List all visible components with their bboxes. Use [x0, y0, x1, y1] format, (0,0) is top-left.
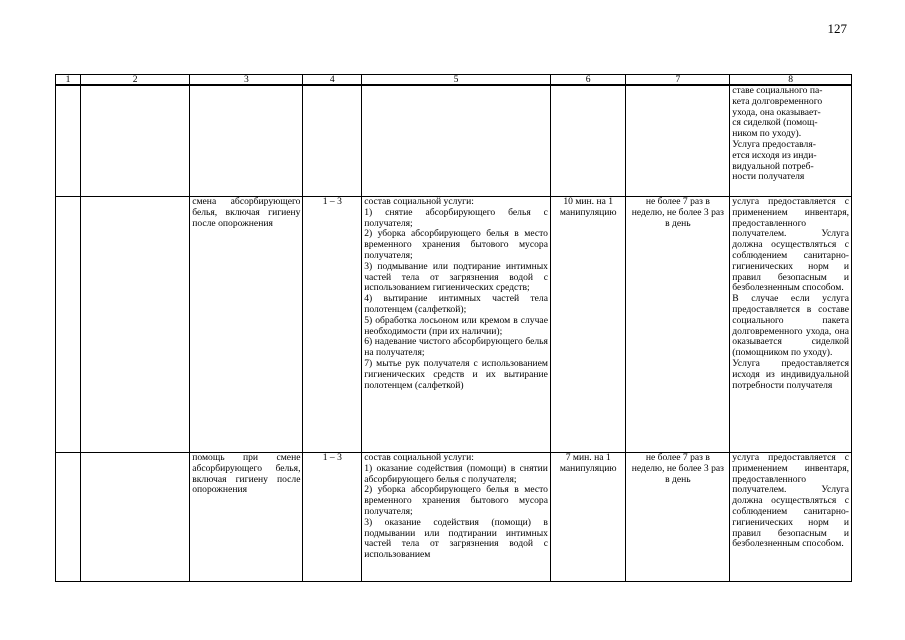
- conditions-paragraph: услуга предоставляется с применением инвентаря, предоставленного получателем. Услуга должна осуществляться с соблюдением санитарно-гигиенических норм и правил безопасным и безболезненным способом.: [732, 452, 849, 550]
- conditions-line: ся сиделкой (помощ-: [732, 117, 818, 129]
- composition-item: 4) вытирание интимных частей тела полотенцем (салфеткой);: [364, 293, 548, 315]
- cell-range: 1 – 3: [303, 453, 362, 582]
- cell-range: 1 – 3: [303, 197, 362, 453]
- cell-frequency: не более 7 раз в неделю, не более 3 раз в день: [626, 197, 730, 453]
- column-number-7: 7: [626, 75, 730, 86]
- cell-conditions: [730, 197, 852, 453]
- cell-col2: [81, 85, 190, 197]
- conditions-paragraph: Услуга предоставляется исходя из индивидуальной потребности получателя: [732, 357, 849, 391]
- composition-item: 3) оказание содействия (помощи) в подмывании или подтирании интимных частей тела от загрязнения водой с использованием: [364, 516, 548, 561]
- cell-conditions: [730, 453, 852, 582]
- cell-conditions: [730, 85, 852, 197]
- cell-col1: [56, 453, 81, 582]
- cell-service-name: [190, 85, 303, 197]
- header-row: [56, 75, 852, 86]
- composition-item: 3) подмывание или подтирание интимных частей тела от загрязнения водой с использованием гигиенических средств;: [364, 260, 548, 294]
- conditions-paragraph: В случае если услуга предоставляется в составе социального пакета долговременного ухода, она оказывается сиделкой (помощником по уходу).: [732, 293, 849, 359]
- column-number-4: 4: [303, 75, 362, 86]
- conditions-line: ется исходя из инди-: [732, 149, 817, 161]
- composition-item: 6) надевание чистого абсорбирующего белья на получателя;: [364, 336, 548, 359]
- table-row: [56, 197, 852, 453]
- column-number-5: 5: [362, 75, 551, 86]
- conditions-paragraph: услуга предоставляется с применением инвентаря, предоставленного получателем. Услуга должна осуществляться с соблюдением санитарно-гигиенических норм и правил безопасным и безболезненным способом.: [732, 196, 849, 294]
- composition-item: 7) мытье рук получателя с использованием гигиенических средств и их вытирание полотенцем (салфеткой): [364, 357, 548, 391]
- cell-frequency: [626, 85, 730, 197]
- composition-item: состав социальной услуги:: [364, 452, 474, 463]
- column-number-3: 3: [190, 75, 303, 86]
- cell-service-name: смена абсорбирующего белья, включая гигиену после опорожнения: [190, 197, 303, 453]
- services-table: [55, 74, 852, 582]
- cell-col2: [81, 453, 190, 582]
- cell-composition: [362, 85, 551, 197]
- cell-duration: [550, 85, 626, 197]
- conditions-line: ухода, она оказывает-: [732, 106, 821, 118]
- cell-col1: [56, 197, 81, 453]
- composition-item: состав социальной услуги:: [364, 196, 474, 207]
- composition-item: 1) снятие абсорбирующего белья с получателя;: [364, 206, 548, 229]
- column-number-1: 1: [56, 75, 81, 86]
- cell-service-name: помощь при смене абсорбирующего белья, включая гигиену после опорожнения: [190, 453, 303, 582]
- table-row: [56, 453, 852, 582]
- composition-item: 2) уборка абсорбирующего белья в место временного хранения бытового мусора получателя;: [364, 484, 548, 517]
- column-number-8: 8: [730, 75, 852, 86]
- conditions-line: кета долговременного: [732, 95, 823, 107]
- cell-range: [303, 85, 362, 197]
- cell-composition: [362, 453, 551, 582]
- composition-item: 2) уборка абсорбирующего белья в место временного хранения бытового мусора получателя;: [364, 228, 548, 261]
- cell-frequency: не более 7 раз в неделю, не более 3 раз в день: [626, 453, 730, 582]
- cell-col2: [81, 197, 190, 453]
- conditions-line: видуальной потреб-: [732, 160, 814, 172]
- composition-item: 5) обработка лосьоном или кремом в случае необходимости (при их наличии);: [364, 314, 548, 337]
- cell-duration: 7 мин. на 1 манипуляцию: [550, 453, 626, 582]
- column-number-2: 2: [81, 75, 190, 86]
- conditions-line: ности получателя: [732, 171, 805, 183]
- table-row: [56, 85, 852, 197]
- cell-duration: 10 мин. на 1 манипуляцию: [550, 197, 626, 453]
- conditions-line: ставе социального па-: [732, 85, 823, 96]
- column-number-6: 6: [550, 75, 626, 86]
- page-number: 127: [827, 21, 847, 36]
- cell-composition: [362, 197, 551, 453]
- composition-item: 1) оказание содействия (помощи) в снятии абсорбирующего белья с получателя;: [364, 462, 548, 485]
- conditions-line: ником по уходу).: [732, 128, 802, 140]
- cell-col1: [56, 85, 81, 197]
- conditions-line: Услуга предоставля-: [732, 138, 816, 150]
